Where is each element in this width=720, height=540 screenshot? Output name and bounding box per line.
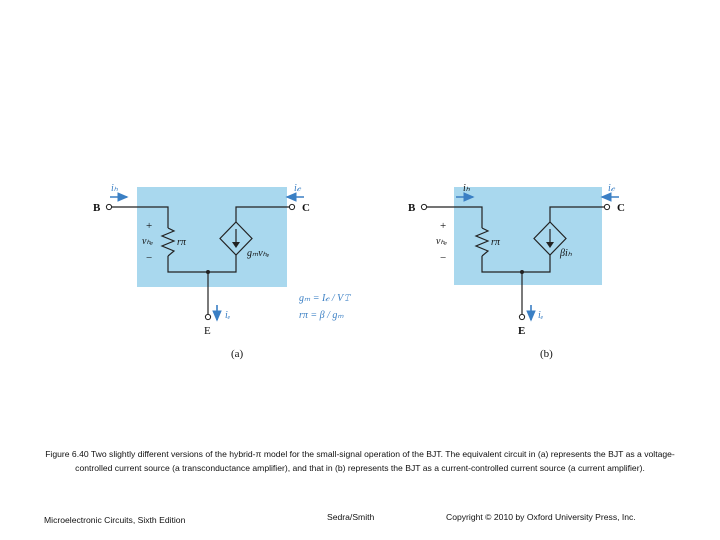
label-plus-a: + <box>146 220 153 232</box>
figure-caption: Figure 6.40 Two slightly different versions of the hybrid-π model for the small-signal operation of the BJT. The equivalent circuit in (a) represents the BJT as a voltage-controlled current source (a transconductance amplifier), and that in (b) represents the BJT as a current-controlled current source (a current amplifier). <box>45 449 675 473</box>
label-node-c-a: C <box>302 202 310 214</box>
label-node-e-a: E <box>204 325 211 337</box>
label-ic-a: i𝒸 <box>294 183 301 194</box>
terminal-b-a <box>106 204 111 209</box>
label-ie-b: iₑ <box>538 310 544 321</box>
footer-authors: Sedra/Smith <box>327 512 375 522</box>
equation-gm: gₘ = I𝒸 / V𝚃 <box>299 293 351 304</box>
junction-a <box>206 270 210 274</box>
circuit-a <box>93 183 351 360</box>
label-vbe-a: vₕₑ <box>142 236 154 247</box>
label-ib-a: iₕ <box>111 183 118 194</box>
label-ib-b: iₕ <box>463 183 470 194</box>
footer-book-title: Microelectronic Circuits, Sixth Edition <box>44 515 186 525</box>
terminal-e-b <box>519 314 524 319</box>
label-vbe-b: vₕₑ <box>436 236 448 247</box>
label-source-b: βiₕ <box>560 248 572 259</box>
label-node-b-a: B <box>93 202 101 214</box>
label-a: (a) <box>231 348 244 360</box>
label-minus-b: − <box>440 252 447 264</box>
junction-b <box>520 270 524 274</box>
label-rpi-a: rπ <box>177 237 186 248</box>
label-minus-a: − <box>146 252 153 264</box>
circuit-b <box>408 183 625 360</box>
label-node-c-b: C <box>617 202 625 214</box>
equation-rpi: rπ = β / gₘ <box>299 310 344 321</box>
label-ie-a: iₑ <box>225 310 231 321</box>
label-b: (b) <box>540 348 553 360</box>
label-node-e-b: E <box>518 325 526 337</box>
label-node-b-b: B <box>408 202 416 214</box>
terminal-e-a <box>205 314 210 319</box>
terminal-c-a <box>289 204 294 209</box>
label-rpi-b: rπ <box>491 237 500 248</box>
terminal-c-b <box>604 204 609 209</box>
terminal-b-b <box>421 204 426 209</box>
label-source-a: gₘvₕₑ <box>247 248 270 259</box>
label-plus-b: + <box>440 220 447 232</box>
label-ic-b: i𝒸 <box>608 183 615 194</box>
footer-copyright: Copyright © 2010 by Oxford University Press, Inc. <box>446 512 636 522</box>
